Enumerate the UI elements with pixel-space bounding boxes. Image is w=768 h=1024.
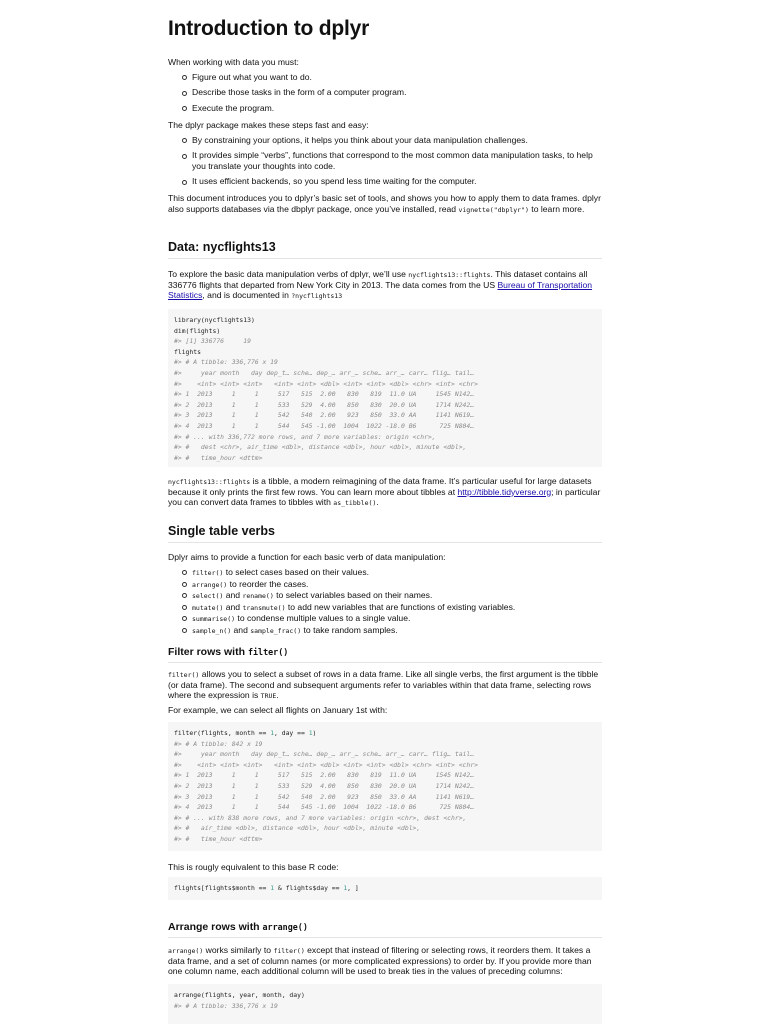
steps-list	[168, 72, 602, 118]
list-item: mutate() and transmute() to add new variables that are functions of existing variables.	[192, 602, 602, 613]
tibble-link[interactable]: http://tibble.tidyverse.org	[457, 486, 552, 497]
code-line: #> year month day dep_t… sche… dep_… arr_… sche… arr_… carr… flig… tail…	[174, 750, 475, 759]
code-line: dim(flights)	[174, 326, 221, 335]
inline-code: as_tibble()	[333, 499, 377, 508]
code-line: #> 3 2013 1 1 542 540 2.00 923 850 33.0 AA 1141 N619…	[174, 792, 475, 801]
list-item: By constraining your options, it helps you think about your data manipulation challenges.	[192, 135, 602, 146]
code-line: arrange(flights, year, month, day)	[174, 991, 305, 999]
code-block-filter	[168, 722, 602, 851]
inline-code: nycflights13::flights	[408, 271, 491, 279]
section-heading-filter: Filter rows with filter()	[168, 646, 289, 658]
intro-lead: When working with data you must:	[168, 57, 299, 67]
intro-summary: This document introduces you to dplyr’s basic set of tools, and shows you how to apply them to data frames. dplyr also supports databases via the dbplyr package, once you’ve installed, read vignette("dbplyr") to learn more.	[168, 193, 601, 214]
bts-link[interactable]: Bureau of Transportation Statistics	[168, 279, 593, 301]
code-line: #> <int> <int> <int> <int> <int> <dbl> <int> <int> <dbl> <chr> <int> <chr>	[174, 760, 478, 769]
list-item: It uses efficient backends, so you spend less time waiting for the computer.	[192, 176, 602, 187]
code-line: #> 1 2013 1 1 517 515 2.00 830 819 11.0 UA 1545 N142…	[174, 390, 475, 399]
verbs-list	[168, 567, 602, 636]
code-line: #> # ... with 336,772 more rows, and 7 more variables: origin <chr>,	[174, 432, 436, 441]
intro-lead-2: The dplyr package makes these steps fast and easy:	[168, 120, 369, 130]
code-line: #> 4 2013 1 1 544 545 -1.00 1004 1022 -18.0 B6 725 N804…	[174, 803, 475, 812]
list-item: sample_n() and sample_frac() to take random samples.	[192, 625, 602, 636]
code-block-base-r: flights[flights$month == 1 & flights$day == 1, ]	[168, 877, 602, 900]
code-line: #> 2 2013 1 1 533 529 4.00 850 830 20.0 UA 1714 N242…	[174, 400, 475, 409]
list-item: select() and rename() to select variables based on their names.	[192, 590, 602, 601]
inline-code: vignette("dbplyr")	[458, 205, 529, 214]
code-line: #> 1 2013 1 1 517 515 2.00 830 819 11.0 UA 1545 N142…	[174, 771, 475, 780]
code-line: #> # A tibble: 336,776 x 19	[174, 1001, 278, 1010]
code-line: #> # air_time <dbl>, distance <dbl>, hour <dbl>, minute <dbl>,	[174, 824, 421, 833]
section-divider	[168, 258, 602, 259]
code-line: #> # dest <chr>, air_time <dbl>, distance <dbl>, hour <dbl>, minute <dbl>,	[174, 443, 467, 452]
data-paragraph: To explore the basic data manipulation verbs of dplyr, we’ll use nycflights13::flights. This dataset contains all 336776 flights that departed from New York City in 2013. The data comes from the US Bureau of Transportation Statistics, and is documented in ?nycflights13	[168, 269, 593, 301]
list-item: filter() to select cases based on their values.	[192, 567, 602, 578]
inline-code: ?nycflights13	[291, 292, 343, 301]
code-line: #> # A tibble: 842 x 19	[174, 739, 263, 748]
section-divider	[168, 662, 602, 663]
section-heading-data: Data: nycflights13	[168, 240, 276, 254]
list-item: Describe those tasks in the form of a computer program.	[192, 87, 602, 98]
code-block-arrange	[168, 984, 602, 1024]
benefits-list	[168, 135, 602, 192]
code-line: #> 4 2013 1 1 544 545 -1.00 1004 1022 -18.0 B6 725 N804…	[174, 421, 475, 430]
section-divider	[168, 542, 602, 543]
code-line: #> # time_hour <dttm>	[174, 453, 263, 462]
code-line: #> [1] 336776 19	[174, 337, 251, 346]
list-item: It provides simple “verbs”, functions that correspond to the most common data manipulation tasks, to help you translate your thoughts into code.	[192, 150, 602, 171]
code-line: library(nycflights13)	[174, 316, 255, 324]
filter-example-lead: For example, we can select all flights on January 1st with:	[168, 705, 388, 715]
section-heading-arrange: Arrange rows with arrange()	[168, 921, 308, 933]
tibble-note: nycflights13::flights is a tibble, a modern reimagining of the data frame. It’s particular useful for large datasets because it only prints the first few rows. You can learn more about tibbles at http://tibble.tidyverse.org; in particular you can convert data frames to tibbles with as_tibble().	[168, 476, 601, 508]
code-line: #> year month day dep_t… sche… dep_… arr_… sche… arr_… carr… flig… tail…	[174, 368, 475, 377]
filter-paragraph: filter() allows you to select a subset of rows in a data frame. Like all single verbs, the first argument is the tibble (or data frame). The second and subsequent arguments refer to variables within that data frame, selecting rows where the expression is TRUE.	[168, 669, 599, 701]
list-item: arrange() to reorder the cases.	[192, 579, 602, 590]
code-line: #> # time_hour <dttm>	[174, 834, 263, 843]
code-line: #> 3 2013 1 1 542 540 2.00 923 850 33.0 AA 1141 N619…	[174, 411, 475, 420]
code-line: #> # A tibble: 336,776 x 19	[174, 358, 278, 367]
base-r-lead: This is rougly equivalent to this base R code:	[168, 862, 339, 872]
code-line: #> 2 2013 1 1 533 529 4.00 850 830 20.0 UA 1714 N242…	[174, 781, 475, 790]
arrange-paragraph: arrange() works similarly to filter() except that instead of filtering or selecting rows, it reorders them. It takes a data frame, and a set of column names (or more complicated expressions) to order by. If you provide more than one column name, each additional column will be used to break ties in the values of preceding columns:	[168, 945, 592, 977]
code-line: #> <int> <int> <int> <int> <int> <dbl> <int> <int> <dbl> <chr> <int> <chr>	[174, 379, 478, 388]
list-item: Figure out what you want to do.	[192, 72, 602, 83]
code-line: filter(flights, month == 1, day == 1)	[174, 729, 317, 737]
section-heading-verbs: Single table verbs	[168, 524, 275, 538]
code-block-flights	[168, 309, 602, 467]
inline-code: nycflights13::flights	[168, 478, 251, 486]
code-line: flights	[174, 347, 201, 356]
code-line: #> # ... with 838 more rows, and 7 more variables: origin <chr>, dest <chr>,	[174, 813, 467, 822]
list-item: Execute the program.	[192, 103, 602, 114]
section-divider	[168, 937, 602, 938]
verbs-lead: Dplyr aims to provide a function for each basic verb of data manipulation:	[168, 552, 446, 562]
list-item: summarise() to condense multiple values to a single value.	[192, 613, 602, 624]
page-title: Introduction to dplyr	[168, 17, 370, 40]
